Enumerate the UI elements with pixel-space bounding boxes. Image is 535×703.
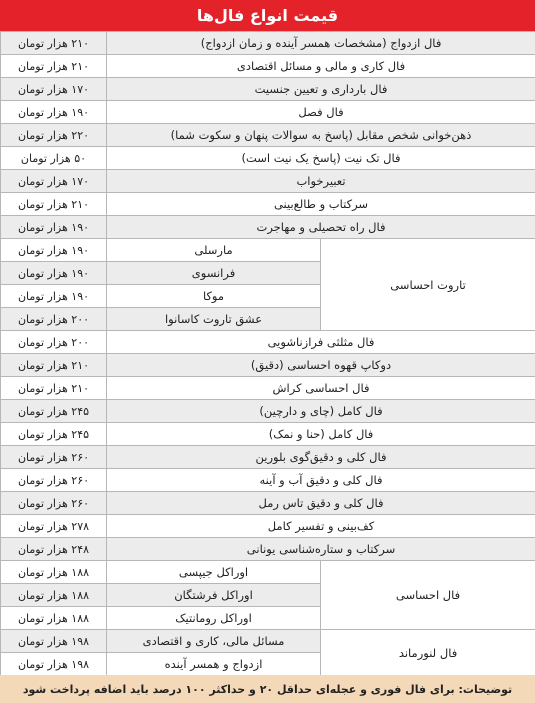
sub-item-name: اوراکل جیپسی [107, 561, 321, 584]
sub-item-name: اوراکل فرشتگان [107, 584, 321, 607]
table-row [1, 492, 535, 515]
table-row [1, 354, 535, 377]
table-row [1, 78, 535, 101]
item-price: ۱۹۰ هزار تومان [1, 239, 107, 262]
item-name: فال کاری و مالی و مسائل اقتصادی [107, 55, 535, 78]
header-bar [0, 0, 535, 31]
item-name: فال کلی و دقیق تاس رمل [107, 492, 535, 515]
table-row [1, 32, 535, 55]
table-row [1, 147, 535, 170]
table-row [1, 55, 535, 78]
sub-item-name: مارسلی [107, 239, 321, 262]
table-row [1, 331, 535, 354]
item-price: ۲۰۰ هزار تومان [1, 308, 107, 331]
item-name: فال فصل [107, 101, 535, 124]
item-name: فال ازدواج (مشخصات همسر آینده و زمان ازدواج) [107, 32, 535, 55]
group-label-lenormand: فال لنورماند [321, 630, 535, 676]
item-name: فال کامل (حنا و نمک) [107, 423, 535, 446]
item-price: ۱۷۰ هزار تومان [1, 78, 107, 101]
item-price: ۲۶۰ هزار تومان [1, 492, 107, 515]
item-name: سرکتاب و طالع‌بینی [107, 193, 535, 216]
item-name: فال احساسی کراش [107, 377, 535, 400]
item-name: فال بارداری و تعیین جنسیت [107, 78, 535, 101]
table-row [1, 400, 535, 423]
item-price: ۱۹۰ هزار تومان [1, 101, 107, 124]
table-row [1, 561, 535, 584]
item-name: فال کامل (چای و دارچین) [107, 400, 535, 423]
table-row [1, 239, 535, 262]
item-name: فال راه تحصیلی و مهاجرت [107, 216, 535, 239]
item-name: دوکاپ قهوه احساسی (دقیق) [107, 354, 535, 377]
item-name: تعبیرخواب [107, 170, 535, 193]
table-row [1, 124, 535, 147]
footer-note [0, 675, 535, 703]
sub-item-name: مسائل مالی، کاری و اقتصادی [107, 630, 321, 653]
item-price: ۱۸۸ هزار تومان [1, 561, 107, 584]
item-price: ۲۱۰ هزار تومان [1, 377, 107, 400]
item-price: ۲۱۰ هزار تومان [1, 32, 107, 55]
item-price: ۲۶۰ هزار تومان [1, 446, 107, 469]
item-name: کف‌بینی و تفسیر کامل [107, 515, 535, 538]
item-price: ۲۱۰ هزار تومان [1, 55, 107, 78]
item-name: سرکتاب و ستاره‌شناسی یونانی [107, 538, 535, 561]
item-price: ۱۹۰ هزار تومان [1, 216, 107, 239]
item-price: ۵۰ هزار تومان [1, 147, 107, 170]
sub-item-name: عشق تاروت کاسانوا [107, 308, 321, 331]
sub-item-name: اوراکل رومانتیک [107, 607, 321, 630]
table-row [1, 446, 535, 469]
table-row [1, 193, 535, 216]
page-title: قیمت انواع فال‌ها [196, 6, 339, 25]
table-row [1, 538, 535, 561]
item-price: ۲۴۵ هزار تومان [1, 423, 107, 446]
table-row [1, 630, 535, 653]
item-name: فال کلی و دقیق‌گوی بلورین [107, 446, 535, 469]
table-row [1, 216, 535, 239]
item-price: ۲۴۵ هزار تومان [1, 400, 107, 423]
table-row [1, 377, 535, 400]
table-row [1, 423, 535, 446]
item-price: ۱۹۸ هزار تومان [1, 630, 107, 653]
item-price: ۱۸۸ هزار تومان [1, 607, 107, 630]
sub-item-name: ازدواج و همسر آینده [107, 653, 321, 676]
item-name: فال تک نیت (پاسخ یک نیت است) [107, 147, 535, 170]
item-price: ۲۱۰ هزار تومان [1, 354, 107, 377]
item-price: ۱۸۸ هزار تومان [1, 584, 107, 607]
price-table [0, 31, 535, 676]
item-price: ۲۴۸ هزار تومان [1, 538, 107, 561]
item-price: ۲۶۰ هزار تومان [1, 469, 107, 492]
table-row [1, 469, 535, 492]
item-name: فال مثلثی فرازناشویی [107, 331, 535, 354]
item-price: ۲۲۰ هزار تومان [1, 124, 107, 147]
table-row [1, 101, 535, 124]
item-price: ۱۹۸ هزار تومان [1, 653, 107, 676]
item-price: ۱۹۰ هزار تومان [1, 262, 107, 285]
sub-item-name: فرانسوی [107, 262, 321, 285]
group-label-tarot: تاروت احساسی [321, 239, 535, 331]
group-label-ehsasi: فال احساسی [321, 561, 535, 630]
item-name: فال کلی و دقیق آب و آینه [107, 469, 535, 492]
item-price: ۱۹۰ هزار تومان [1, 285, 107, 308]
item-price: ۲۱۰ هزار تومان [1, 193, 107, 216]
table-row [1, 170, 535, 193]
item-price: ۱۷۰ هزار تومان [1, 170, 107, 193]
table-row [1, 515, 535, 538]
item-price: ۲۷۸ هزار تومان [1, 515, 107, 538]
item-price: ۲۰۰ هزار تومان [1, 331, 107, 354]
sub-item-name: موکا [107, 285, 321, 308]
item-name: ذهن‌خوانی شخص مقابل (پاسخ به سوالات پنهان و سکوت شما) [107, 124, 535, 147]
footer-text: توضیحات: برای فال فوری و عجله‌ای حداقل ۲۰ و حداکثر ۱۰۰ درصد باید اضافه پرداخت شود [22, 682, 513, 696]
